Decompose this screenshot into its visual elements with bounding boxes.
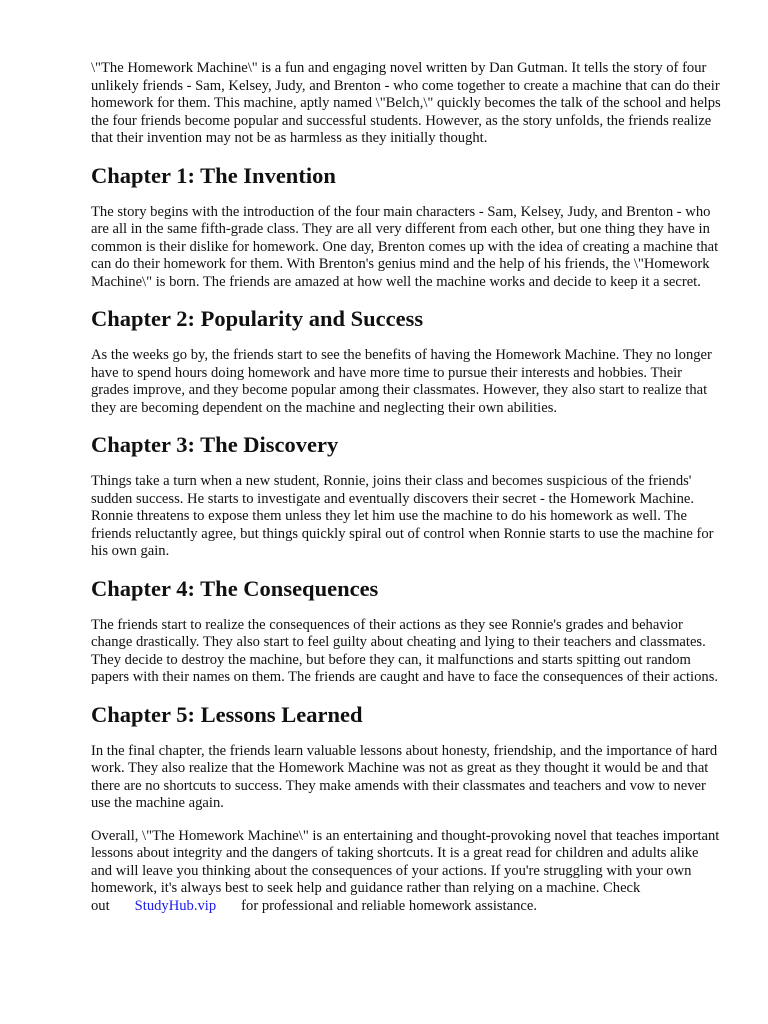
chapter-4-heading: Chapter 4: The Consequences bbox=[91, 575, 379, 601]
intro-paragraph: \"The Homework Machine\" is a fun and engaging novel written by Dan Gutman. It tells the story of four unlikely friends - Sam, Kelsey, Judy, and Brenton - who come together to create a machine that can do their homework for them. This machine, aptly named \"Belch,\" quickly becomes the talk of the school and helps the four friends become popular and successful students. However, as the story unfolds, the friends realize that their invention may not be as harmless as they initially thought. bbox=[91, 60, 721, 146]
chapter-5-body: In the final chapter, the friends learn valuable lessons about honesty, friendship, and the importance of hard work. They also realize that the Homework Machine was not as great as they thought it would be and that there are no shortcuts to success. They make amends with their classmates and teachers and vow to never use the machine again. bbox=[91, 742, 718, 811]
chapter-2-heading: Chapter 2: Popularity and Success bbox=[91, 306, 424, 331]
chapter-3-body: Things take a turn when a new student, Ronnie, joins their class and becomes suspicious of the friends' sudden success. He starts to investigate and eventually discovers their secret - the Homework Machine. Ronnie threatens to expose them unless they let him use the machine to do his homework as well. The friends reluctantly agree, but things quickly spiral out of control when Ronnie starts to use the machine for his own gain. bbox=[91, 473, 714, 559]
closing-text-before-link: Overall, \"The Homework Machine\" is an entertaining and thought-provoking novel that teaches important lessons about integrity and the dangers of taking shortcuts. It is a great read for children and adults alike and will leave you thinking about the consequences of your actions. If you're struggling with your own homework, it's always best to seek help and guidance rather than relying on a machine. Check out bbox=[91, 827, 720, 914]
closing-text-after-link: for professional and reliable homework assistance. bbox=[241, 897, 537, 914]
chapter-1-heading: Chapter 1: The Invention bbox=[91, 162, 336, 188]
closing-paragraph bbox=[91, 828, 723, 916]
studyhub-link[interactable]: StudyHub.vip bbox=[134, 897, 217, 914]
document-page bbox=[91, 60, 723, 915]
chapter-1-body: The story begins with the introduction of the four main characters - Sam, Kelsey, Judy, and Brenton - who are all in the same fifth-grade class. They are all very different from each other, but one thing they have in common is their dislike for homework. One day, Brenton comes up with the idea of creating a machine that can do their homework for them. With Brenton's genius mind and the help of his friends, the \"Homework Machine\" is born. The friends are amazed at how well the machine works and decide to keep it a secret. bbox=[91, 203, 719, 290]
chapter-2-body: As the weeks go by, the friends start to see the benefits of having the Homework Machine. They no longer have to spend hours doing homework and have more time to pursue their interests and hobbies. Their grades improve, and they become popular among their classmates. However, they also start to realize that they are becoming dependent on the machine and neglecting their own abilities. bbox=[91, 347, 712, 416]
chapter-3-heading: Chapter 3: The Discovery bbox=[91, 432, 339, 457]
chapter-5-heading: Chapter 5: Lessons Learned bbox=[91, 701, 363, 727]
chapter-4-body: The friends start to realize the consequences of their actions as they see Ronnie's grades and behavior change drastically. They also start to feel guilty about cheating and lying to their teachers and classmates. They decide to destroy the machine, but before they can, it malfunctions and starts spitting out random papers with their names on them. The friends are caught and have to face the consequences of their actions. bbox=[91, 616, 719, 685]
